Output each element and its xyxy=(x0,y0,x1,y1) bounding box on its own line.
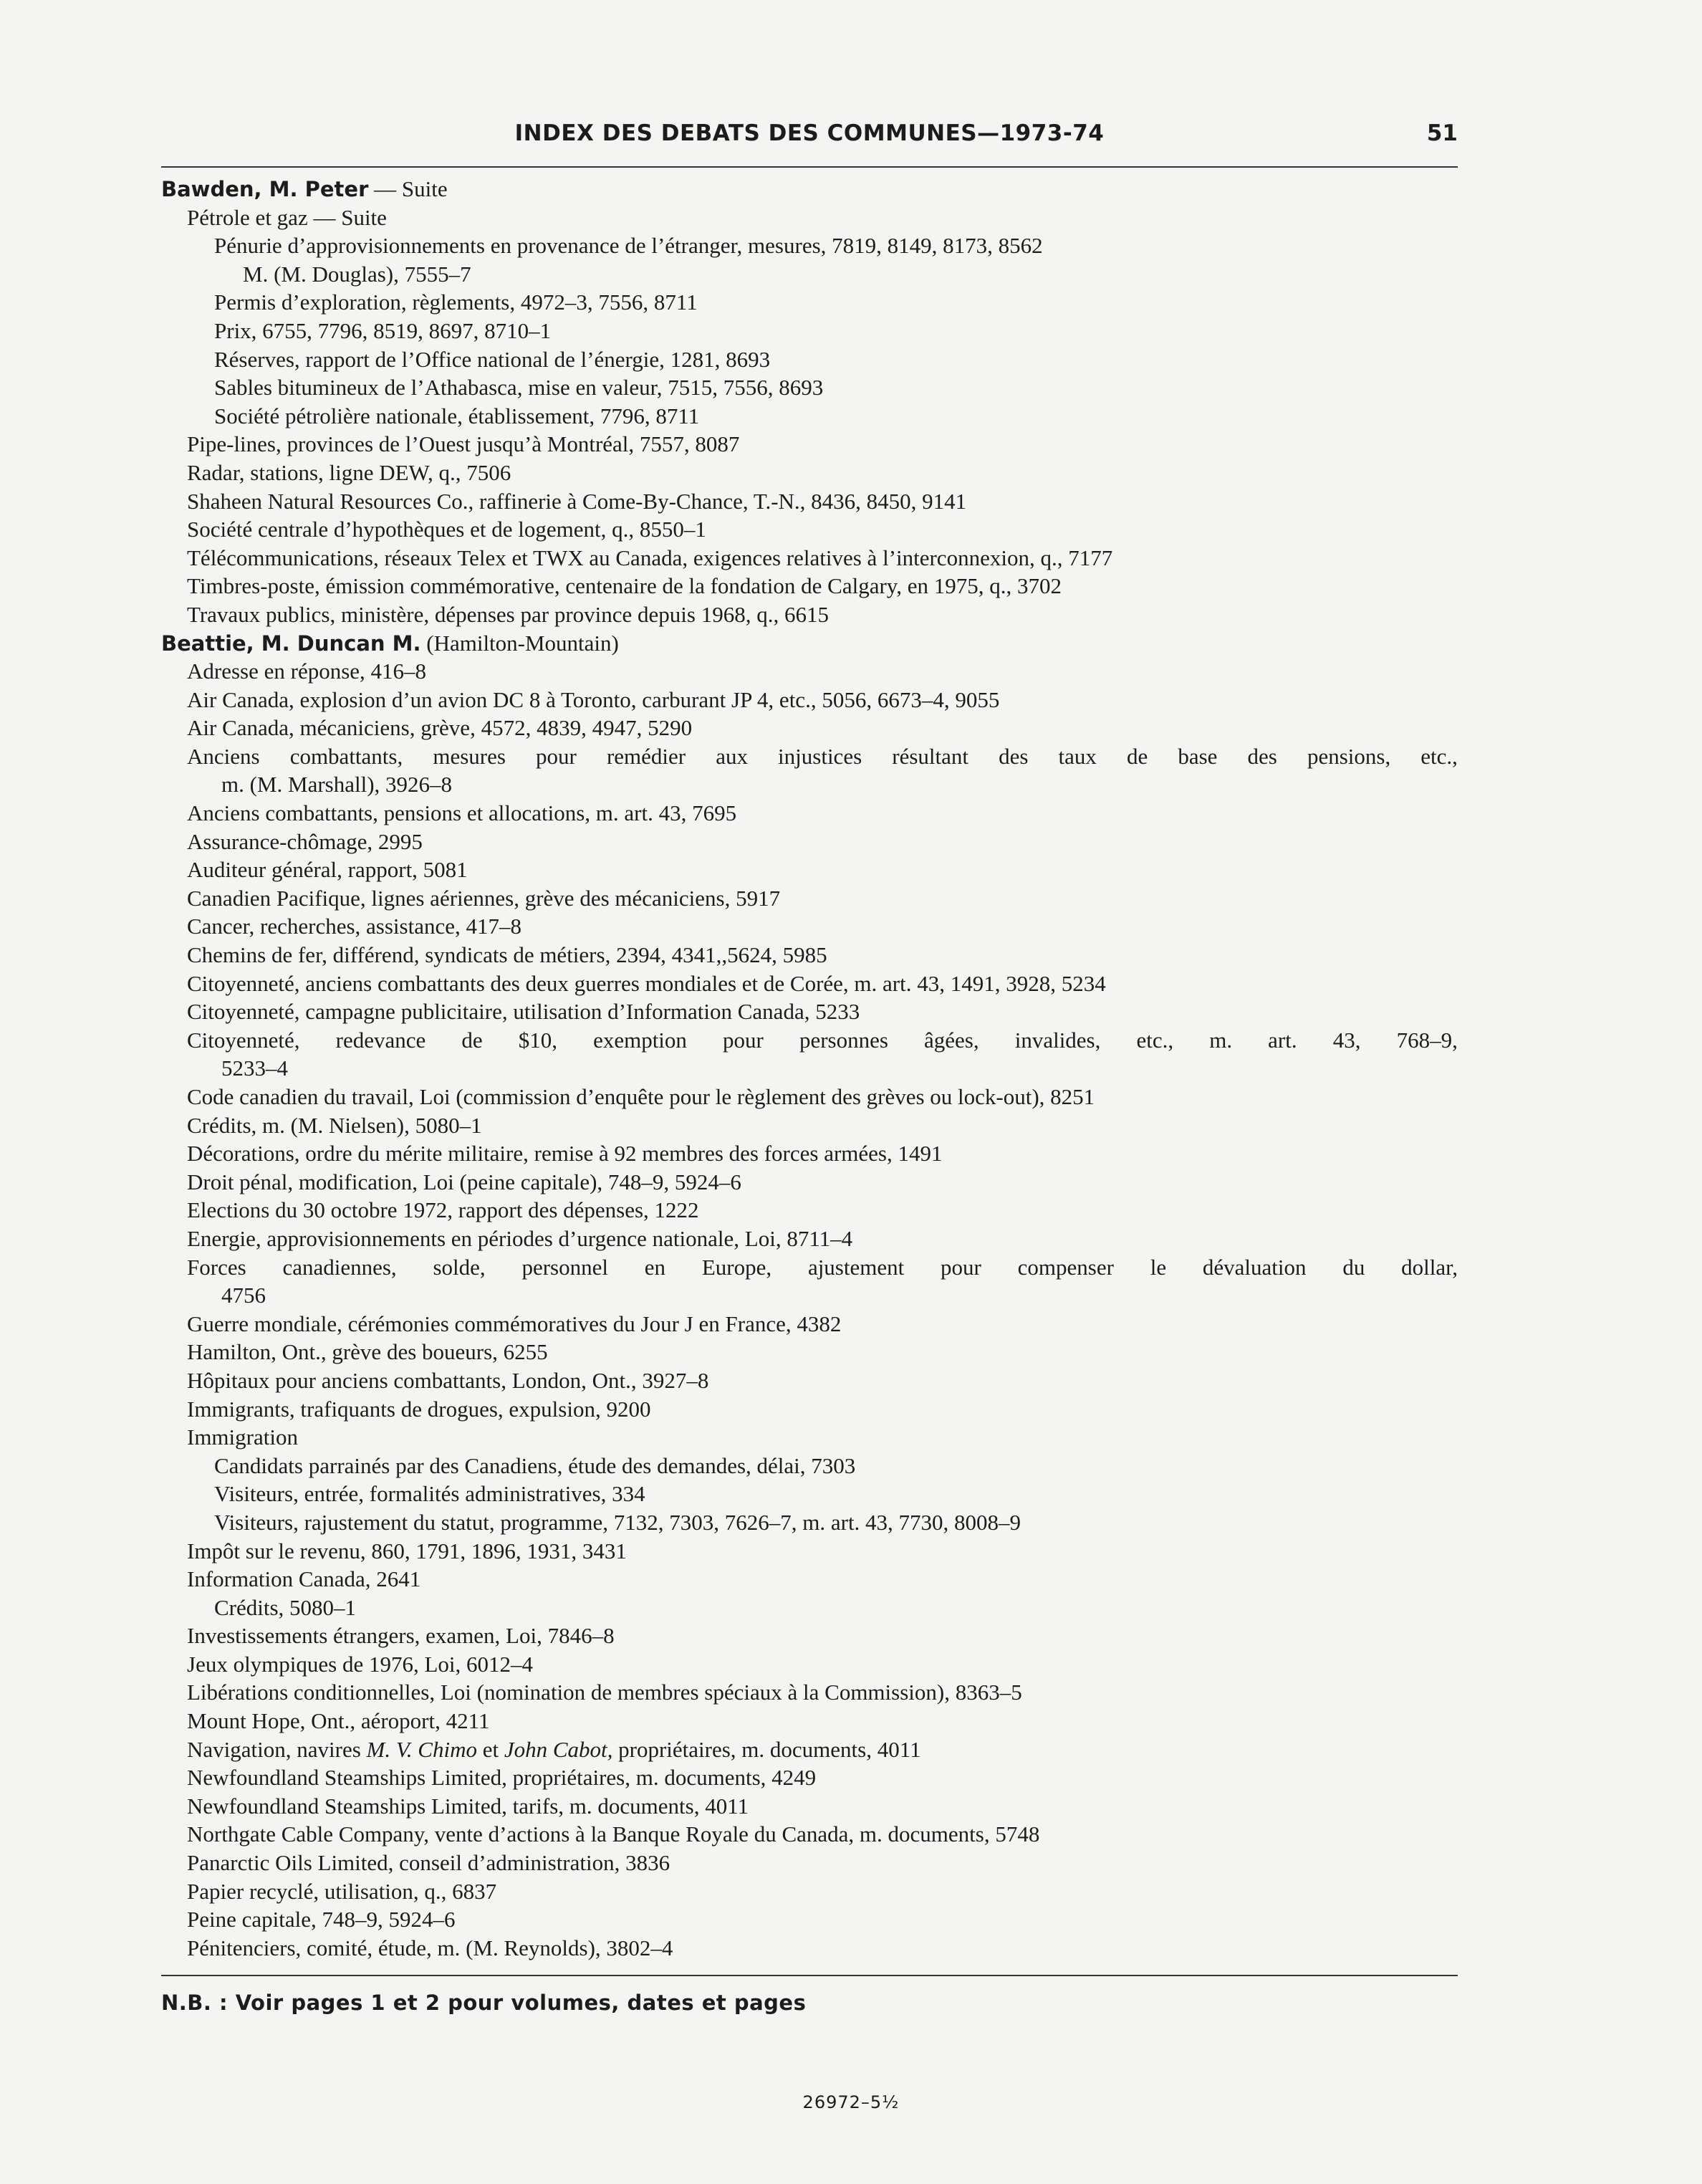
word: base xyxy=(1178,743,1218,769)
page-header xyxy=(161,120,1458,158)
entry-adresse: Adresse en réponse, 416–8 xyxy=(187,658,427,684)
word: de xyxy=(461,1027,483,1053)
word: Forces xyxy=(187,1254,246,1280)
entry-air-canada-mecaniciens: Air Canada, mécaniciens, grève, 4572, 4839, 4947, 5290 xyxy=(187,715,693,741)
entry-chemins: Chemins de fer, différend, syndicats de métiers, 2394, 4341,,5624, 5985 xyxy=(187,942,827,968)
entry-prix: Prix, 6755, 7796, 8519, 8697, 8710–1 xyxy=(214,317,552,343)
entry-credits: Crédits, m. (M. Nielsen), 5080–1 xyxy=(187,1112,482,1138)
entry-assurance: Assurance-chômage, 2995 xyxy=(187,828,423,854)
entry-panarctic: Panarctic Oils Limited, conseil d’administration, 3836 xyxy=(187,1850,670,1876)
entry-sables: Sables bitumineux de l’Athabasca, mise en valeur, 7515, 7556, 8693 xyxy=(214,375,824,401)
word: invalides, xyxy=(1014,1027,1101,1053)
word: redevance xyxy=(335,1027,426,1053)
entry-information-credits: Crédits, 5080–1 xyxy=(214,1594,357,1620)
word: dévaluation xyxy=(1202,1254,1307,1280)
word: ajustement xyxy=(807,1254,905,1280)
entry-candidats: Candidats parrainés par des Canadiens, étude des demandes, délai, 7303 xyxy=(214,1452,856,1478)
entry-peine: Peine capitale, 748–9, 5924–6 xyxy=(187,1907,456,1932)
entry-immigration: Immigration xyxy=(187,1424,298,1450)
entry-liberations: Libérations conditionnelles, Loi (nomination de membres spéciaux à la Commission), 8363–5 xyxy=(187,1680,1022,1705)
word: taux xyxy=(1058,743,1097,769)
word: personnes xyxy=(799,1027,888,1053)
entry-mount-hope: Mount Hope, Ont., aéroport, 4211 xyxy=(187,1708,490,1734)
entry-travaux: Travaux publics, ministère, dépenses par province depuis 1968, q., 6615 xyxy=(187,601,829,627)
navigation-text: Navigation, navires xyxy=(187,1736,367,1762)
navigation-text: et xyxy=(476,1736,504,1762)
word: mesures xyxy=(433,743,506,769)
entry-air-canada-explosion: Air Canada, explosion d’un avion DC 8 à Toronto, carburant JP 4, etc., 5056, 6673–4, 9055 xyxy=(187,686,1000,712)
entry-citoyennete-campagne: Citoyenneté, campagne publicitaire, utilisation d’Information Canada, 5233 xyxy=(187,999,860,1025)
entry-citoyennete-redevance xyxy=(161,1026,1458,1055)
word: du xyxy=(1342,1254,1365,1280)
entry-penitenciers: Pénitenciers, comité, étude, m. (M. Reynolds), 3802–4 xyxy=(187,1935,673,1960)
entry-visiteurs-entree: Visiteurs, entrée, formalités administratives, 334 xyxy=(214,1481,645,1507)
entry-visiteurs-rajustement: Visiteurs, rajustement du statut, programme, 7132, 7303, 7626–7, m. art. 43, 7730, 8008–9 xyxy=(214,1509,1021,1535)
entry-navigation xyxy=(161,1735,1458,1764)
entry-societe-petroliere: Société pétrolière nationale, établissement, 7796, 8711 xyxy=(214,403,700,428)
index-body xyxy=(161,175,1458,1962)
word: aux xyxy=(716,743,748,769)
ship-name: M. V. Chimo xyxy=(366,1736,477,1762)
entry-penurie: Pénurie d’approvisionnements en provenance de l’étranger, mesures, 7819, 8149, 8173, 8562 xyxy=(214,233,1043,259)
word: pensions, xyxy=(1307,743,1391,769)
entry-investissements: Investissements étrangers, examen, Loi, 7846–8 xyxy=(187,1623,615,1649)
word: combattants, xyxy=(289,743,403,769)
word: le xyxy=(1150,1254,1167,1280)
entry-pipelines: Pipe-lines, provinces de l’Ouest jusqu’à Montréal, 7557, 8087 xyxy=(187,431,740,457)
header-rule xyxy=(161,166,1458,168)
word: personnel xyxy=(521,1254,608,1280)
word: compenser xyxy=(1017,1254,1114,1280)
word: etc., xyxy=(1420,743,1458,769)
word: injustices xyxy=(778,743,862,769)
entry-canadien-pacifique: Canadien Pacifique, lignes aériennes, grève des mécaniciens, 5917 xyxy=(187,885,781,911)
word: Citoyenneté, xyxy=(187,1027,300,1053)
entry-radar: Radar, stations, ligne DEW, q., 7506 xyxy=(187,459,511,485)
entry-anciens-mesures xyxy=(161,742,1458,771)
word: Europe, xyxy=(701,1254,772,1280)
entry-anciens-mesures-cont: m. (M. Marshall), 3926–8 xyxy=(221,772,453,798)
footnote: N.B. : Voir pages 1 et 2 pour volumes, dates et pages xyxy=(161,1991,807,2015)
word: art. xyxy=(1268,1027,1297,1053)
entry-droit-penal: Droit pénal, modification, Loi (peine capitale), 748–9, 5924–6 xyxy=(187,1169,741,1194)
ship-name: John Cabot, xyxy=(504,1736,613,1762)
printer-code: 26972–5½ xyxy=(802,2092,900,2112)
entry-auditeur: Auditeur général, rapport, 5081 xyxy=(187,857,468,883)
entry-energie: Energie, approvisionnements en périodes d’urgence nationale, Loi, 8711–4 xyxy=(187,1225,853,1251)
entry-immigrants: Immigrants, trafiquants de drogues, expulsion, 9200 xyxy=(187,1396,651,1422)
entry-northgate: Northgate Cable Company, vente d’actions à la Banque Royale du Canada, m. documents, 5748 xyxy=(187,1821,1040,1847)
entry-information: Information Canada, 2641 xyxy=(187,1566,421,1592)
word: 768–9, xyxy=(1396,1027,1458,1053)
word: solde, xyxy=(433,1254,486,1280)
word: de xyxy=(1126,743,1148,769)
page-number: 51 xyxy=(1426,120,1458,146)
entry-bawden-heading xyxy=(161,175,1458,203)
entry-forces xyxy=(161,1253,1458,1282)
entry-societe-centrale: Société centrale d’hypothèques et de logement, q., 8550–1 xyxy=(187,517,706,542)
entry-timbres: Timbres-poste, émission commémorative, centenaire de la fondation de Calgary, en 1975, q., 3702 xyxy=(187,573,1062,599)
word: remédier xyxy=(606,743,686,769)
entry-guerre: Guerre mondiale, cérémonies commémoratives du Jour J en France, 4382 xyxy=(187,1311,842,1336)
word: pour xyxy=(536,743,577,769)
word: Anciens xyxy=(187,743,260,769)
member-name: Bawden, M. Peter xyxy=(161,177,369,201)
entry-jeux: Jeux olympiques de 1976, Loi, 6012–4 xyxy=(187,1651,534,1677)
suite-label: — Suite xyxy=(368,176,448,201)
entry-reserves: Réserves, rapport de l’Office national de l’énergie, 1281, 8693 xyxy=(214,346,771,372)
entry-anciens-pensions: Anciens combattants, pensions et allocations, m. art. 43, 7695 xyxy=(187,800,737,826)
navigation-text: propriétaires, m. documents, 4011 xyxy=(612,1736,921,1762)
word: $10, xyxy=(518,1027,557,1053)
entry-newfoundland-tarifs: Newfoundland Steamships Limited, tarifs, m. documents, 4011 xyxy=(187,1793,749,1819)
word: âgées, xyxy=(924,1027,979,1053)
entry-hamilton: Hamilton, Ont., grève des boueurs, 6255 xyxy=(187,1339,548,1365)
entry-code-canadien: Code canadien du travail, Loi (commission d’enquête pour le règlement des grèves ou lock-out), 8251 xyxy=(187,1084,1095,1109)
word: m. xyxy=(1209,1027,1233,1053)
word: 43, xyxy=(1332,1027,1361,1053)
word: des xyxy=(1247,743,1277,769)
word: pour xyxy=(723,1027,764,1053)
entry-citoyennete-anciens: Citoyenneté, anciens combattants des deux guerres mondiales et de Corée, m. art. 43, 1491, 3928, 5234 xyxy=(187,970,1106,996)
entry-shaheen: Shaheen Natural Resources Co., raffinerie à Come-By-Chance, T.-N., 8436, 8450, 9141 xyxy=(187,488,967,514)
riding-label: (Hamilton-Mountain) xyxy=(420,630,619,656)
word: pour xyxy=(941,1254,981,1280)
word: canadiennes, xyxy=(282,1254,397,1280)
word: dollar, xyxy=(1401,1254,1458,1280)
word: résultant xyxy=(892,743,968,769)
entry-beattie-heading xyxy=(161,629,1458,658)
word: etc., xyxy=(1136,1027,1174,1053)
entry-telecom: Télécommunications, réseaux Telex et TWX au Canada, exigences relatives à l’interconnexion, q., 7177 xyxy=(187,545,1113,570)
entry-citoyennete-redevance-cont: 5233–4 xyxy=(221,1055,288,1081)
entry-petrole: Pétrole et gaz — Suite xyxy=(187,204,387,230)
entry-hopitaux: Hôpitaux pour anciens combattants, London, Ont., 3927–8 xyxy=(187,1367,709,1393)
entry-cancer: Cancer, recherches, assistance, 417–8 xyxy=(187,914,521,939)
entry-permis: Permis d’exploration, règlements, 4972–3, 7556, 8711 xyxy=(214,289,698,315)
entry-decorations: Décorations, ordre du mérite militaire, remise à 92 membres des forces armées, 1491 xyxy=(187,1141,943,1167)
footer-rule xyxy=(161,1975,1458,1976)
member-name: Beattie, M. Duncan M. xyxy=(161,631,421,656)
entry-penurie-motion: M. (M. Douglas), 7555–7 xyxy=(243,261,471,287)
entry-forces-cont: 4756 xyxy=(221,1283,266,1308)
entry-impot: Impôt sur le revenu, 860, 1791, 1896, 1931, 3431 xyxy=(187,1538,627,1563)
running-title: INDEX DES DEBATS DES COMMUNES—1973-74 xyxy=(514,120,1105,146)
word: exemption xyxy=(593,1027,687,1053)
entry-papier: Papier recyclé, utilisation, q., 6837 xyxy=(187,1878,497,1904)
entry-elections: Elections du 30 octobre 1972, rapport des dépenses, 1222 xyxy=(187,1197,699,1223)
entry-newfoundland-proprietaires: Newfoundland Steamships Limited, propriétaires, m. documents, 4249 xyxy=(187,1765,817,1791)
word: des xyxy=(999,743,1029,769)
word: en xyxy=(644,1254,666,1280)
